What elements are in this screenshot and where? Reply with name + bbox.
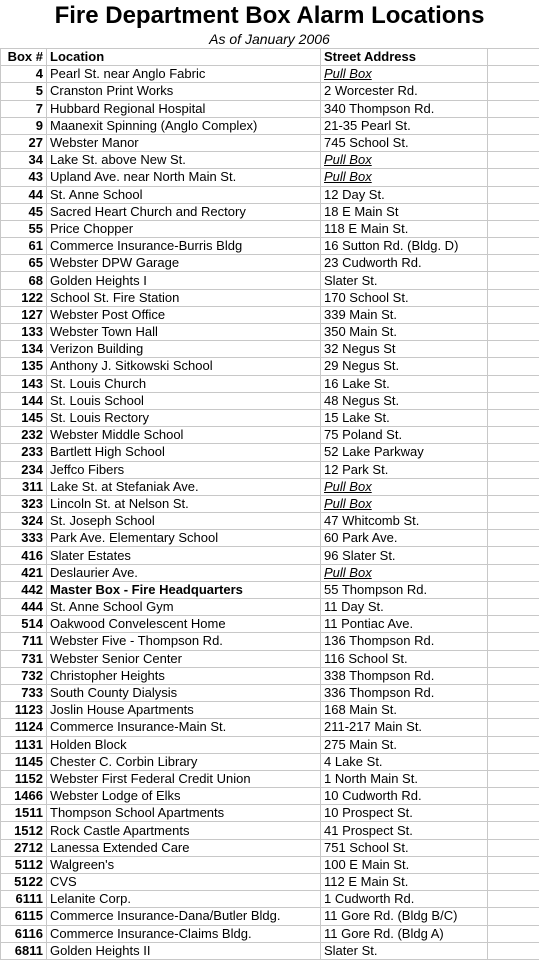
empty-cell <box>488 942 539 959</box>
location-cell: Holden Block <box>47 736 321 753</box>
table-row <box>1 117 539 134</box>
box-number-cell: 45 <box>1 203 47 220</box>
empty-cell <box>488 220 539 237</box>
box-number-cell: 234 <box>1 461 47 478</box>
empty-cell <box>488 719 539 736</box>
street-address-cell: 340 Thompson Rd. <box>321 100 488 117</box>
box-number-cell: 27 <box>1 134 47 151</box>
table-row <box>1 513 539 530</box>
page-title: Fire Department Box Alarm Locations <box>54 2 485 29</box>
empty-cell <box>488 839 539 856</box>
box-number-cell: 1131 <box>1 736 47 753</box>
table-row <box>1 684 539 701</box>
location-cell: Lake St. at Stefaniak Ave. <box>47 478 321 495</box>
empty-cell <box>488 341 539 358</box>
box-number-cell: 5 <box>1 83 47 100</box>
empty-cell <box>488 306 539 323</box>
location-cell: Slater Estates <box>47 547 321 564</box>
street-address-cell: 112 E Main St. <box>321 874 488 891</box>
street-address-cell: 29 Negus St. <box>321 358 488 375</box>
table-row <box>1 495 539 512</box>
box-number-cell: 43 <box>1 169 47 186</box>
box-number-cell: 135 <box>1 358 47 375</box>
header-street-address: Street Address <box>321 49 488 66</box>
street-address-cell: 339 Main St. <box>321 306 488 323</box>
table-row <box>1 839 539 856</box>
table-row <box>1 736 539 753</box>
box-number-cell: 711 <box>1 633 47 650</box>
table-row <box>1 392 539 409</box>
location-cell: Commerce Insurance-Dana/Butler Bldg. <box>47 908 321 925</box>
street-address-cell: 11 Gore Rd. (Bldg A) <box>321 925 488 942</box>
street-address-cell: Pull Box <box>321 169 488 186</box>
table-row <box>1 152 539 169</box>
location-cell: Webster Manor <box>47 134 321 151</box>
table-body <box>1 66 539 960</box>
empty-cell <box>488 891 539 908</box>
table-row <box>1 564 539 581</box>
empty-cell <box>488 203 539 220</box>
box-number-cell: 145 <box>1 409 47 426</box>
street-address-cell: 16 Lake St. <box>321 375 488 392</box>
box-number-cell: 1152 <box>1 770 47 787</box>
table-row <box>1 203 539 220</box>
box-number-cell: 5122 <box>1 874 47 891</box>
location-cell: Cranston Print Works <box>47 83 321 100</box>
empty-cell <box>488 770 539 787</box>
box-number-cell: 127 <box>1 306 47 323</box>
street-address-cell: 48 Negus St. <box>321 392 488 409</box>
location-cell: Golden Heights II <box>47 942 321 959</box>
street-address-cell: 10 Cudworth Rd. <box>321 788 488 805</box>
empty-cell <box>488 66 539 83</box>
table-row <box>1 461 539 478</box>
location-cell: Rock Castle Apartments <box>47 822 321 839</box>
empty-cell <box>488 908 539 925</box>
table-row <box>1 891 539 908</box>
street-address-cell: Pull Box <box>321 66 488 83</box>
location-cell: Christopher Heights <box>47 667 321 684</box>
empty-cell <box>488 856 539 873</box>
box-number-cell: 6116 <box>1 925 47 942</box>
location-cell: Webster Middle School <box>47 427 321 444</box>
location-cell: Commerce Insurance-Claims Bldg. <box>47 925 321 942</box>
box-number-cell: 122 <box>1 289 47 306</box>
box-number-cell: 9 <box>1 117 47 134</box>
street-address-cell: 10 Prospect St. <box>321 805 488 822</box>
table-row <box>1 169 539 186</box>
table-row <box>1 581 539 598</box>
empty-cell <box>488 925 539 942</box>
location-cell: St. Louis Rectory <box>47 409 321 426</box>
empty-cell <box>488 650 539 667</box>
box-number-cell: 134 <box>1 341 47 358</box>
location-cell: Webster Five - Thompson Rd. <box>47 633 321 650</box>
empty-cell <box>488 289 539 306</box>
street-address-cell: 11 Pontiac Ave. <box>321 616 488 633</box>
location-cell: Golden Heights I <box>47 272 321 289</box>
empty-cell <box>488 152 539 169</box>
table-row <box>1 220 539 237</box>
street-address-cell: 136 Thompson Rd. <box>321 633 488 650</box>
table-row <box>1 788 539 805</box>
header-box-number: Box # <box>1 49 47 66</box>
empty-cell <box>488 255 539 272</box>
box-number-cell: 55 <box>1 220 47 237</box>
header-row <box>1 49 539 66</box>
empty-cell <box>488 633 539 650</box>
box-number-cell: 232 <box>1 427 47 444</box>
table-row <box>1 324 539 341</box>
location-cell: Lake St. above New St. <box>47 152 321 169</box>
street-address-cell: 4 Lake St. <box>321 753 488 770</box>
empty-cell <box>488 100 539 117</box>
empty-cell <box>488 186 539 203</box>
table-row <box>1 530 539 547</box>
empty-cell <box>488 324 539 341</box>
location-cell: Commerce Insurance-Burris Bldg <box>47 238 321 255</box>
street-address-cell: 55 Thompson Rd. <box>321 581 488 598</box>
box-number-cell: 6111 <box>1 891 47 908</box>
box-number-cell: 324 <box>1 513 47 530</box>
box-number-cell: 1466 <box>1 788 47 805</box>
empty-cell <box>488 117 539 134</box>
location-cell: Price Chopper <box>47 220 321 237</box>
location-cell: Webster Senior Center <box>47 650 321 667</box>
location-cell: Lanessa Extended Care <box>47 839 321 856</box>
location-cell: St. Anne School Gym <box>47 599 321 616</box>
table-row <box>1 100 539 117</box>
table-row <box>1 908 539 925</box>
table-row <box>1 427 539 444</box>
box-number-cell: 65 <box>1 255 47 272</box>
street-address-cell: 275 Main St. <box>321 736 488 753</box>
location-cell: Sacred Heart Church and Rectory <box>47 203 321 220</box>
street-address-cell: Slater St. <box>321 272 488 289</box>
table-row <box>1 874 539 891</box>
header-location: Location <box>47 49 321 66</box>
empty-cell <box>488 83 539 100</box>
box-number-cell: 61 <box>1 238 47 255</box>
street-address-cell: 100 E Main St. <box>321 856 488 873</box>
street-address-cell: 75 Poland St. <box>321 427 488 444</box>
street-address-cell: 11 Day St. <box>321 599 488 616</box>
box-number-cell: 143 <box>1 375 47 392</box>
box-number-cell: 133 <box>1 324 47 341</box>
table-row <box>1 805 539 822</box>
table-row <box>1 306 539 323</box>
box-number-cell: 1123 <box>1 702 47 719</box>
empty-cell <box>488 134 539 151</box>
location-cell: Jeffco Fibers <box>47 461 321 478</box>
box-number-cell: 514 <box>1 616 47 633</box>
location-cell: Upland Ave. near North Main St. <box>47 169 321 186</box>
empty-cell <box>488 444 539 461</box>
box-number-cell: 416 <box>1 547 47 564</box>
box-number-cell: 7 <box>1 100 47 117</box>
empty-cell <box>488 788 539 805</box>
street-address-cell: 32 Negus St <box>321 341 488 358</box>
empty-cell <box>488 805 539 822</box>
street-address-cell: 338 Thompson Rd. <box>321 667 488 684</box>
table-row <box>1 289 539 306</box>
street-address-cell: 211-217 Main St. <box>321 719 488 736</box>
table-row <box>1 134 539 151</box>
box-number-cell: 733 <box>1 684 47 701</box>
empty-cell <box>488 513 539 530</box>
table-row <box>1 856 539 873</box>
table-row <box>1 255 539 272</box>
location-cell: St. Joseph School <box>47 513 321 530</box>
table-row <box>1 358 539 375</box>
location-cell: Lincoln St. at Nelson St. <box>47 495 321 512</box>
location-cell: Joslin House Apartments <box>47 702 321 719</box>
box-number-cell: 144 <box>1 392 47 409</box>
box-number-cell: 44 <box>1 186 47 203</box>
empty-cell <box>488 530 539 547</box>
street-address-cell: 41 Prospect St. <box>321 822 488 839</box>
location-cell: CVS <box>47 874 321 891</box>
empty-cell <box>488 272 539 289</box>
street-address-cell: 336 Thompson Rd. <box>321 684 488 701</box>
street-address-cell: 1 North Main St. <box>321 770 488 787</box>
page-subtitle: As of January 2006 <box>209 31 330 47</box>
location-cell: Webster DPW Garage <box>47 255 321 272</box>
table-row <box>1 633 539 650</box>
empty-cell <box>488 822 539 839</box>
street-address-cell: 11 Gore Rd. (Bldg B/C) <box>321 908 488 925</box>
box-number-cell: 442 <box>1 581 47 598</box>
location-cell: St. Louis School <box>47 392 321 409</box>
table-row <box>1 444 539 461</box>
street-address-cell: 1 Cudworth Rd. <box>321 891 488 908</box>
box-number-cell: 444 <box>1 599 47 616</box>
empty-cell <box>488 547 539 564</box>
location-cell: Anthony J. Sitkowski School <box>47 358 321 375</box>
location-cell: St. Louis Church <box>47 375 321 392</box>
street-address-cell: Pull Box <box>321 564 488 581</box>
table-row <box>1 925 539 942</box>
box-number-cell: 421 <box>1 564 47 581</box>
table-row <box>1 547 539 564</box>
street-address-cell: 18 E Main St <box>321 203 488 220</box>
location-cell: St. Anne School <box>47 186 321 203</box>
table-row <box>1 341 539 358</box>
location-cell: Thompson School Apartments <box>47 805 321 822</box>
street-address-cell: Pull Box <box>321 478 488 495</box>
empty-cell <box>488 736 539 753</box>
empty-cell <box>488 702 539 719</box>
empty-cell <box>488 478 539 495</box>
location-cell: Pearl St. near Anglo Fabric <box>47 66 321 83</box>
table-row <box>1 822 539 839</box>
box-number-cell: 731 <box>1 650 47 667</box>
street-address-cell: 23 Cudworth Rd. <box>321 255 488 272</box>
street-address-cell: 15 Lake St. <box>321 409 488 426</box>
street-address-cell: Slater St. <box>321 942 488 959</box>
location-cell: Deslaurier Ave. <box>47 564 321 581</box>
empty-cell <box>488 409 539 426</box>
header-empty <box>488 49 539 66</box>
location-cell: South County Dialysis <box>47 684 321 701</box>
street-address-cell: 118 E Main St. <box>321 220 488 237</box>
table-row <box>1 478 539 495</box>
box-number-cell: 4 <box>1 66 47 83</box>
empty-cell <box>488 461 539 478</box>
street-address-cell: 168 Main St. <box>321 702 488 719</box>
box-alarm-table <box>0 48 539 960</box>
empty-cell <box>488 238 539 255</box>
location-cell: School St. Fire Station <box>47 289 321 306</box>
table-row <box>1 753 539 770</box>
street-address-cell: 350 Main St. <box>321 324 488 341</box>
location-cell: Webster First Federal Credit Union <box>47 770 321 787</box>
box-number-cell: 6115 <box>1 908 47 925</box>
box-number-cell: 34 <box>1 152 47 169</box>
table-row <box>1 186 539 203</box>
empty-cell <box>488 564 539 581</box>
street-address-cell: 170 School St. <box>321 289 488 306</box>
street-address-cell: 16 Sutton Rd. (Bldg. D) <box>321 238 488 255</box>
table-row <box>1 650 539 667</box>
location-cell: Walgreen's <box>47 856 321 873</box>
box-number-cell: 1145 <box>1 753 47 770</box>
box-number-cell: 233 <box>1 444 47 461</box>
street-address-cell: 12 Park St. <box>321 461 488 478</box>
location-cell: Maanexit Spinning (Anglo Complex) <box>47 117 321 134</box>
box-number-cell: 6811 <box>1 942 47 959</box>
table-row <box>1 272 539 289</box>
empty-cell <box>488 874 539 891</box>
street-address-cell: 745 School St. <box>321 134 488 151</box>
empty-cell <box>488 599 539 616</box>
table-row <box>1 719 539 736</box>
table-row <box>1 409 539 426</box>
empty-cell <box>488 392 539 409</box>
location-cell: Verizon Building <box>47 341 321 358</box>
empty-cell <box>488 375 539 392</box>
table-row <box>1 66 539 83</box>
table-row <box>1 667 539 684</box>
street-address-cell: 12 Day St. <box>321 186 488 203</box>
empty-cell <box>488 581 539 598</box>
empty-cell <box>488 616 539 633</box>
street-address-cell: 116 School St. <box>321 650 488 667</box>
empty-cell <box>488 495 539 512</box>
location-cell: Park Ave. Elementary School <box>47 530 321 547</box>
box-number-cell: 1511 <box>1 805 47 822</box>
location-cell: Master Box - Fire Headquarters <box>47 581 321 598</box>
location-cell: Webster Town Hall <box>47 324 321 341</box>
table-row <box>1 83 539 100</box>
street-address-cell: 751 School St. <box>321 839 488 856</box>
location-cell: Oakwood Convelescent Home <box>47 616 321 633</box>
empty-cell <box>488 753 539 770</box>
street-address-cell: Pull Box <box>321 152 488 169</box>
street-address-cell: Pull Box <box>321 495 488 512</box>
location-cell: Hubbard Regional Hospital <box>47 100 321 117</box>
empty-cell <box>488 684 539 701</box>
table-row <box>1 942 539 959</box>
table-row <box>1 238 539 255</box>
box-number-cell: 5112 <box>1 856 47 873</box>
street-address-cell: 2 Worcester Rd. <box>321 83 488 100</box>
box-number-cell: 1512 <box>1 822 47 839</box>
street-address-cell: 21-35 Pearl St. <box>321 117 488 134</box>
box-number-cell: 333 <box>1 530 47 547</box>
box-number-cell: 1124 <box>1 719 47 736</box>
table-row <box>1 599 539 616</box>
table-row <box>1 702 539 719</box>
box-number-cell: 323 <box>1 495 47 512</box>
table-row <box>1 616 539 633</box>
location-cell: Lelanite Corp. <box>47 891 321 908</box>
empty-cell <box>488 358 539 375</box>
location-cell: Webster Lodge of Elks <box>47 788 321 805</box>
empty-cell <box>488 169 539 186</box>
table-row <box>1 375 539 392</box>
street-address-cell: 47 Whitcomb St. <box>321 513 488 530</box>
box-number-cell: 311 <box>1 478 47 495</box>
street-address-cell: 96 Slater St. <box>321 547 488 564</box>
box-number-cell: 2712 <box>1 839 47 856</box>
table-row <box>1 770 539 787</box>
empty-cell <box>488 427 539 444</box>
box-number-cell: 68 <box>1 272 47 289</box>
location-cell: Chester C. Corbin Library <box>47 753 321 770</box>
box-number-cell: 732 <box>1 667 47 684</box>
location-cell: Commerce Insurance-Main St. <box>47 719 321 736</box>
street-address-cell: 60 Park Ave. <box>321 530 488 547</box>
location-cell: Webster Post Office <box>47 306 321 323</box>
empty-cell <box>488 667 539 684</box>
location-cell: Bartlett High School <box>47 444 321 461</box>
street-address-cell: 52 Lake Parkway <box>321 444 488 461</box>
